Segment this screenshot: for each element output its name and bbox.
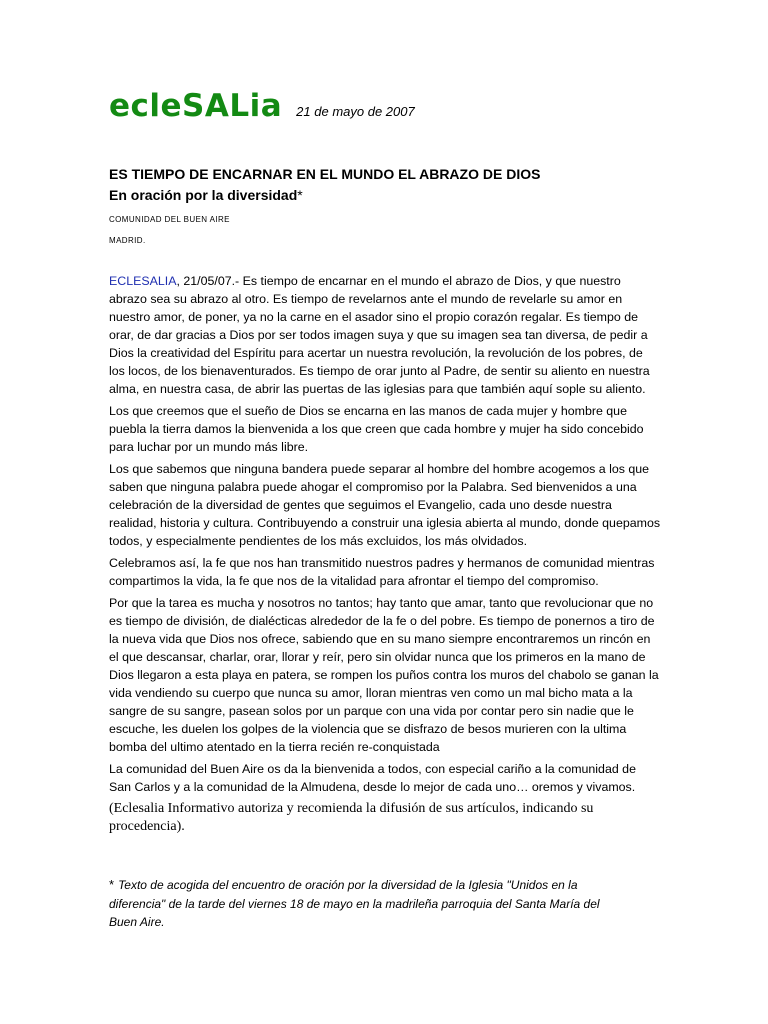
subtitle-text: En oración por la diversidad — [109, 187, 298, 203]
eclesalia-logo: ecleSALia — [109, 88, 283, 124]
source-link[interactable]: ECLESALIA — [109, 274, 177, 288]
author-city: MADRID. — [109, 236, 146, 245]
paragraph-6: La comunidad del Buen Aire os da la bienvenida a todos, con especial cariño a la comunidad de San Carlos y a la comunidad de la Almudena, desde lo mejor de cada uno… oremos y vivamos. — [109, 762, 636, 794]
paragraph-4: Celebramos así, la fe que nos han transmitido nuestros padres y hermanos de comunidad mientras compartimos la vida, la fe que nos de la vitalidad para afrontar el tiempo del compromiso. — [109, 556, 655, 588]
paragraph-2: Los que creemos que el sueño de Dios se encarna en las manos de cada mujer y hombre que puebla la tierra damos la bienvenida a los que creen que cada hombre y mujer ha sido concebido para luchar por un mundo más libre. — [109, 404, 644, 454]
distribution-note: (Eclesalia Informativo autoriza y recomienda la difusión de sus artículos, indicando su procedencia). — [109, 801, 594, 834]
subtitle-footnote-mark: * — [297, 187, 303, 203]
footnote-text: Texto de acogida del encuentro de oración por la diversidad de la Iglesia "Unidos en la diferencia" de la tarde del viernes 18 de mayo en la madrileña parroquia del Santa María del Buen Aire. — [109, 878, 600, 929]
paragraph-5: Por que la tarea es mucha y nosotros no tantos; hay tanto que amar, tanto que revolucionar que no es tiempo de división, de dialécticas alrededor de la fe o del pobre. Es tiempo de ponernos a tiro de la nueva vida que Dios nos ofrece, sabiendo que en su mano siempre encontraremos un rincón en el que descansar, charlar, orar, llorar y reír, pero sin olvidar nunca que los primeros en la mano de Dios llegaron a esta playa en patera, se rompen los puños contra los muros del chabolo se ganan la vida vendiendo su cuerpo que nunca su amor, lloran mientras ven como un mal bicho mata a la sangre de su sangre, pasean solos por un parque con una vida por contar pero sin nadie que le escuche, les duelen los golpes de la violencia que se disfrazo de besos murieren con la ultima bomba del ultimo atentado en la tierra recién re-conquistada — [109, 596, 659, 754]
publication-date: 21 de mayo de 2007 — [296, 104, 415, 119]
footnote — [109, 876, 629, 932]
paragraph-3: Los que sabemos que ninguna bandera puede separar al hombre del hombre acogemos a los que saben que ninguna palabra puede ahogar el compromiso por la Palabra. Sed bienvenidos a una celebración de la diversidad de gentes que seguimos el Evangelio, cada uno desde nuestra realidad, historia y cultura. Contribuyendo a construir una iglesia abierta al mundo, donde quepamos todos, y especialmente pendientes de los más excluidos, los más olvidados. — [109, 462, 661, 548]
article-subtitle — [109, 187, 303, 203]
masthead — [109, 88, 415, 124]
article-body — [109, 272, 661, 840]
author-organization: COMUNIDAD DEL BUEN AIRE — [109, 215, 230, 224]
footnote-mark: * — [109, 877, 115, 892]
paragraph-1 — [109, 272, 661, 398]
paragraph-1-text: , 21/05/07.- Es tiempo de encarnar en el mundo el abrazo de Dios, y que nuestro abrazo sea su abrazo al otro. Es tiempo de revelarnos ante el mundo de revelarle su amor en nuestro amor, de poner, ya no la carne en el asador sino el propio corazón regalar. Es tiempo de orar, de dar gracias a Dios por ser todos imagen suya y que su imagen sea tan diversa, de pedir a Dios la creatividad del Espíritu para acertar un nuestra revolución, la revolución de los pobres, de los locos, de los bienaventurados. Es tiempo de orar junto al Padre, de sentir su aliento en nuestra alma, en nuestra casa, de abrir las puertas de las iglesias para que también aquí sople su aliento. — [109, 274, 650, 396]
article-title: ES TIEMPO DE ENCARNAR EN EL MUNDO EL ABRAZO DE DIOS — [109, 166, 541, 182]
